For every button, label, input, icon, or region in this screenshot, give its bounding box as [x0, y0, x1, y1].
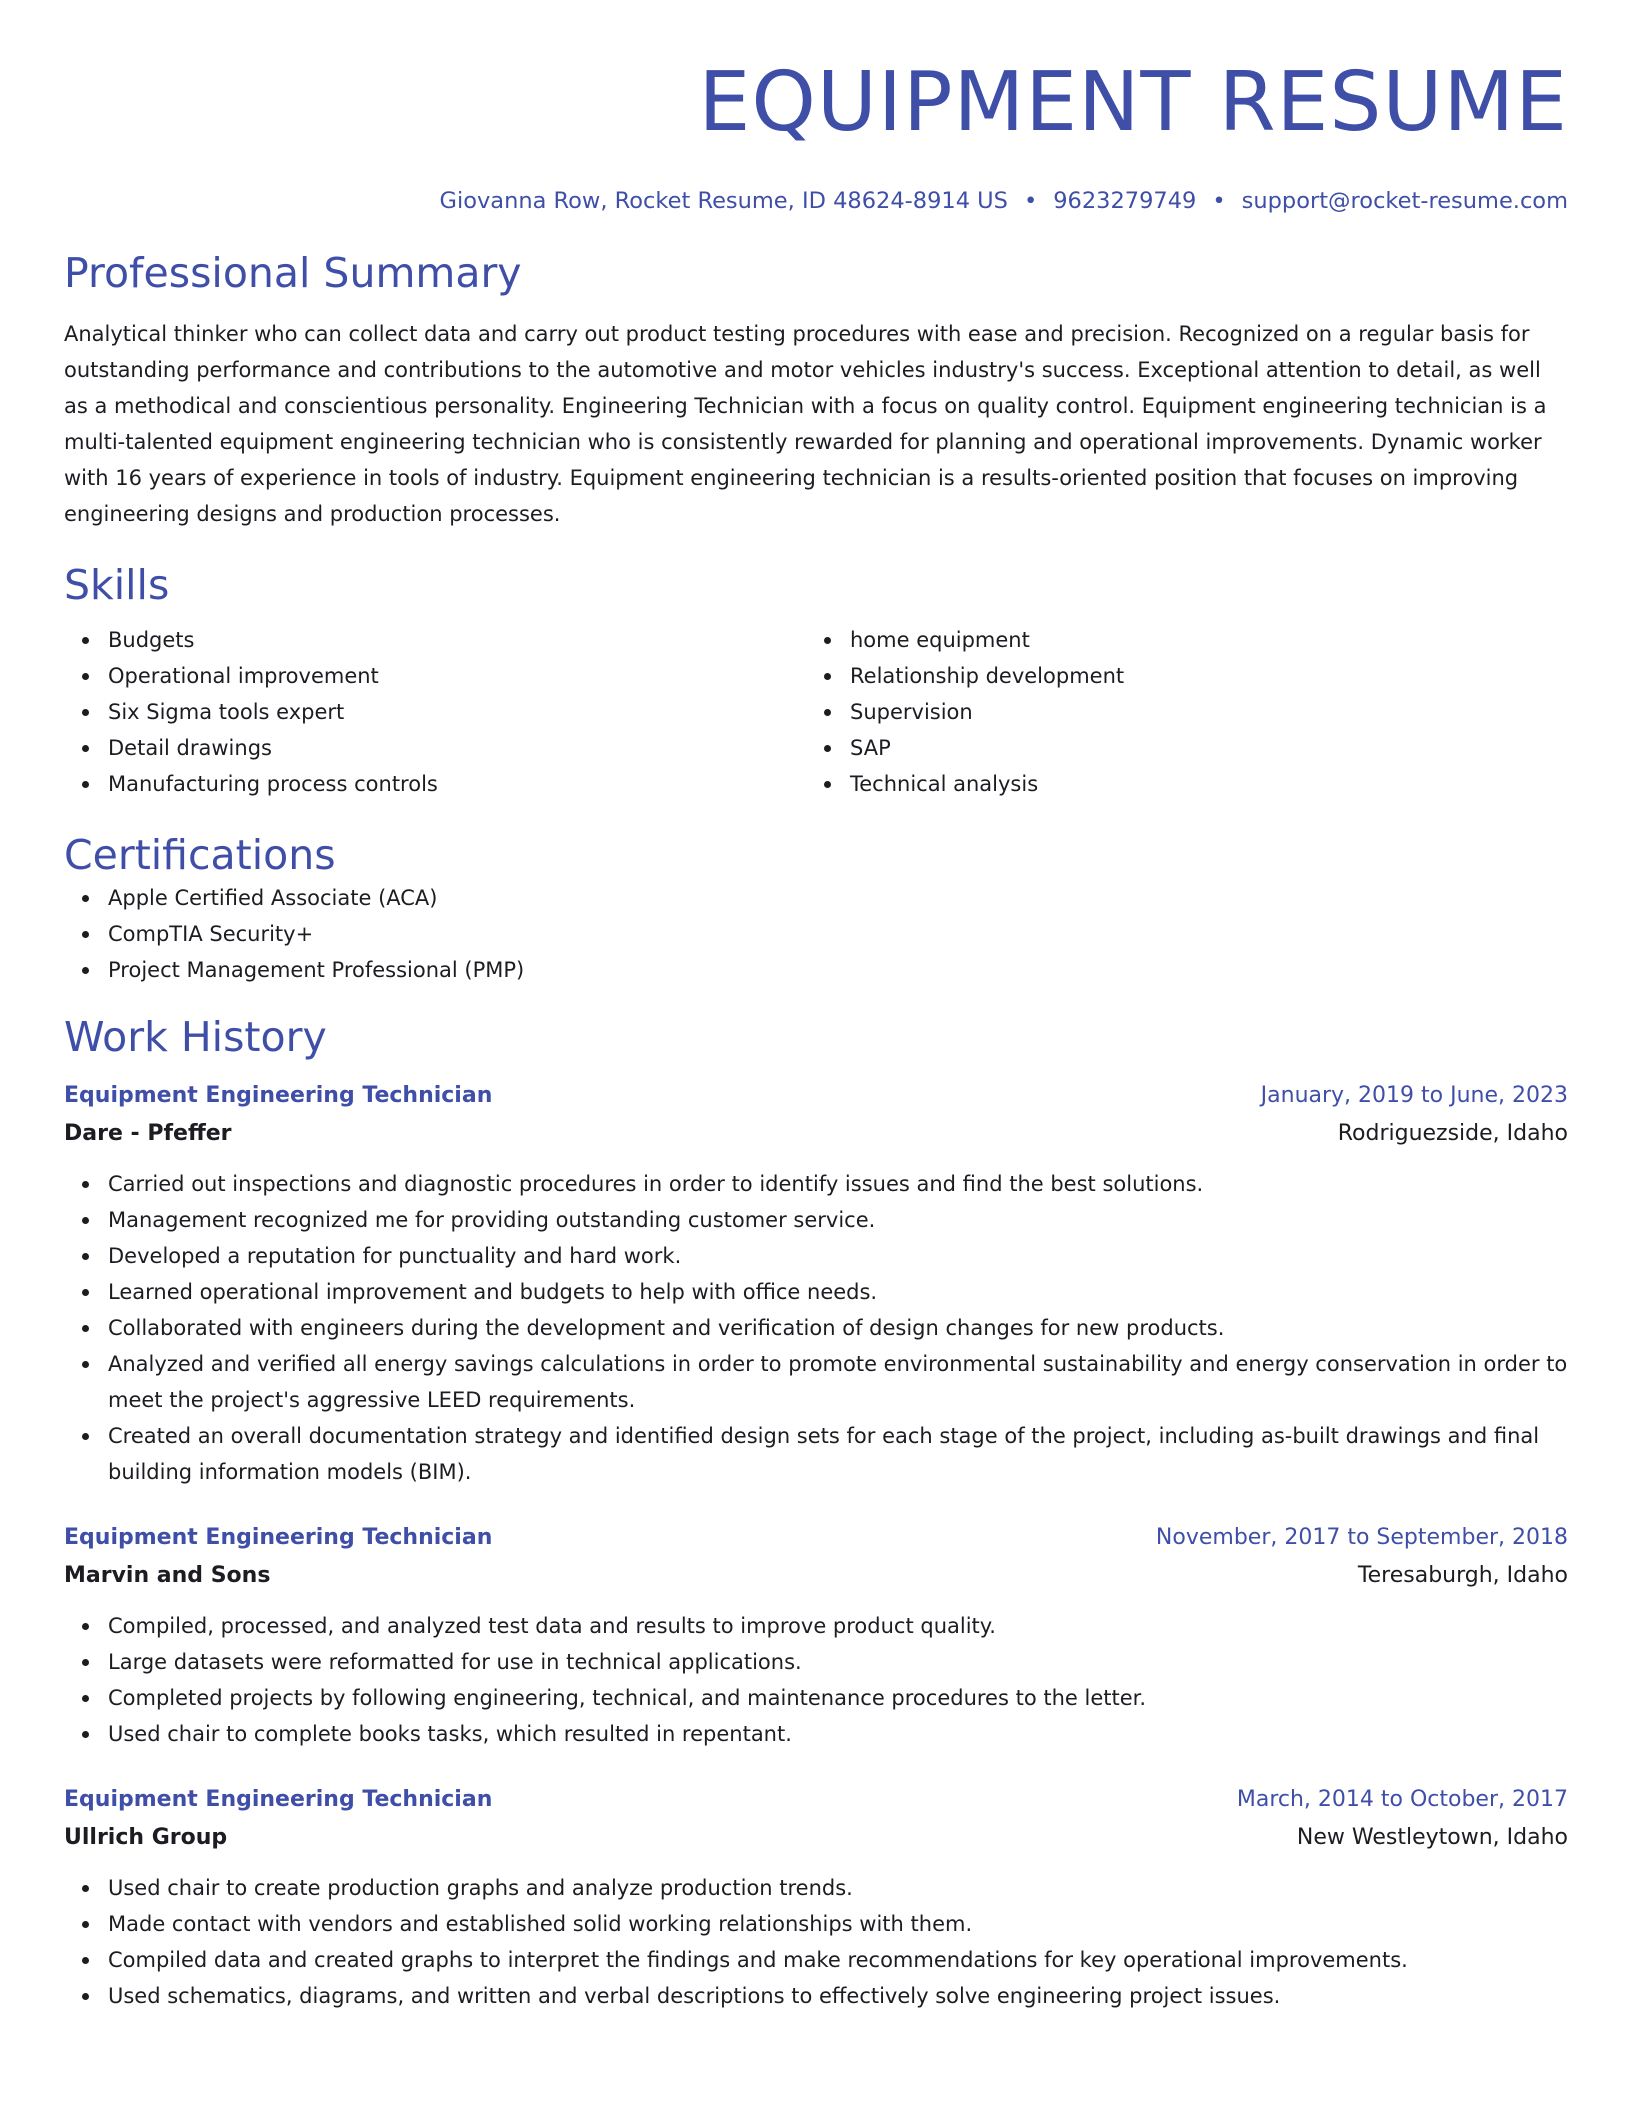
contact-separator: •	[1212, 188, 1226, 214]
job-employer-row	[64, 1556, 1568, 1596]
summary-heading: Professional Summary	[64, 249, 522, 297]
certifications-list	[64, 880, 1568, 988]
contact-separator: •	[1023, 188, 1038, 214]
skill-item: Technical analysis	[806, 766, 1548, 802]
skills-list	[64, 622, 1568, 802]
job-bullet: Collaborated with engineers during the development and verification of design changes for new products.	[64, 1310, 1568, 1346]
job-employer-row	[64, 1818, 1568, 1858]
job-bullet: Used chair to complete books tasks, which resulted in repentant.	[64, 1716, 1568, 1752]
skill-item: home equipment	[806, 622, 1548, 658]
job-bullet: Made contact with vendors and established solid working relationships with them.	[64, 1906, 1568, 1942]
contact-phone: 9623279749	[1053, 188, 1197, 214]
job-title: Equipment Engineering Technician	[64, 1787, 493, 1812]
job-company: Ullrich Group	[64, 1825, 228, 1850]
job-location: New Westleytown, Idaho	[1296, 1825, 1568, 1850]
job-bullet: Carried out inspections and diagnostic procedures in order to identify issues and find the best solutions.	[64, 1166, 1568, 1202]
job-bullet: Large datasets were reformatted for use in technical applications.	[64, 1644, 1568, 1680]
job-bullet: Used chair to create production graphs and analyze production trends.	[64, 1870, 1568, 1906]
skill-item: SAP	[806, 730, 1548, 766]
job-bullet: Created an overall documentation strategy and identified design sets for each stage of the project, including as-built drawings and final building information models (BIM).	[64, 1418, 1568, 1490]
job-title: Equipment Engineering Technician	[64, 1083, 493, 1108]
skill-item: Manufacturing process controls	[64, 766, 806, 802]
job-header-row	[64, 1782, 1568, 1818]
resume-page	[64, 0, 1568, 2014]
job-header-row	[64, 1520, 1568, 1556]
skill-item: Operational improvement	[64, 658, 806, 694]
certification-item: Project Management Professional (PMP)	[64, 952, 1568, 988]
certification-item: Apple Certified Associate (ACA)	[64, 880, 1568, 916]
job-header-row	[64, 1078, 1568, 1114]
certification-item: CompTIA Security+	[64, 916, 1568, 952]
skills-heading: Skills	[64, 561, 170, 609]
job-title: Equipment Engineering Technician	[64, 1525, 493, 1550]
skill-item: Supervision	[806, 694, 1548, 730]
contact-address: Giovanna Row, Rocket Resume, ID 48624-8914 US	[439, 188, 1008, 214]
job-location: Teresaburgh, Idaho	[1357, 1563, 1568, 1588]
job-entry	[64, 1520, 1568, 1752]
resume-title: EQUIPMENT RESUME	[698, 55, 1568, 150]
job-bullet: Compiled, processed, and analyzed test data and results to improve product quality.	[64, 1608, 1568, 1644]
job-location: Rodriguezside, Idaho	[1337, 1121, 1568, 1146]
job-bullet: Developed a reputation for punctuality and hard work.	[64, 1238, 1568, 1274]
summary-text: Analytical thinker who can collect data and carry out product testing procedures with ease and precision. Recognized on a regular basis for outstanding performance and contributions to the automotive and motor vehicles industry's success. Exceptional attention to detail, as well as a methodical and conscientious personality. Engineering Technician with a focus on quality control. Equipment engineering technician is a multi-talented equipment engineering technician who is consistently rewarded for planning and operational improvements. Dynamic worker with 16 years of experience in tools of industry. Equipment engineering technician is a results-oriented position that focuses on improving engineering designs and production processes.	[64, 322, 1547, 526]
job-bullets	[64, 1166, 1568, 1490]
certifications-heading: Certifications	[64, 831, 336, 879]
job-bullet: Used schematics, diagrams, and written and verbal descriptions to effectively solve engineering project issues.	[64, 1978, 1568, 2014]
contact-line	[64, 186, 1568, 216]
job-bullet: Analyzed and verified all energy savings calculations in order to promote environmental sustainability and energy conservation in order to meet the project's aggressive LEED requirements.	[64, 1346, 1568, 1418]
job-entry	[64, 1782, 1568, 2014]
skill-item: Budgets	[64, 622, 806, 658]
job-bullets	[64, 1608, 1568, 1752]
job-dates: November, 2017 to September, 2018	[1155, 1525, 1568, 1550]
job-bullet: Learned operational improvement and budgets to help with office needs.	[64, 1274, 1568, 1310]
job-entry	[64, 1078, 1568, 1490]
skill-item: Detail drawings	[64, 730, 806, 766]
job-bullet: Compiled data and created graphs to interpret the findings and make recommendations for key operational improvements.	[64, 1942, 1568, 1978]
contact-email[interactable]: support@rocket-resume.com	[1241, 188, 1568, 214]
skill-item: Relationship development	[806, 658, 1548, 694]
job-bullet: Completed projects by following engineering, technical, and maintenance procedures to the letter.	[64, 1680, 1568, 1716]
job-company: Marvin and Sons	[64, 1563, 271, 1588]
skills-column-left	[64, 622, 806, 802]
job-bullets	[64, 1870, 1568, 2014]
job-dates: March, 2014 to October, 2017	[1236, 1787, 1568, 1812]
skills-column-right	[806, 622, 1548, 802]
job-bullet: Management recognized me for providing outstanding customer service.	[64, 1202, 1568, 1238]
job-dates: January, 2019 to June, 2023	[1260, 1083, 1568, 1108]
skill-item: Six Sigma tools expert	[64, 694, 806, 730]
work-history-heading: Work History	[64, 1013, 327, 1061]
job-employer-row	[64, 1114, 1568, 1154]
job-company: Dare - Pfeffer	[64, 1121, 232, 1146]
